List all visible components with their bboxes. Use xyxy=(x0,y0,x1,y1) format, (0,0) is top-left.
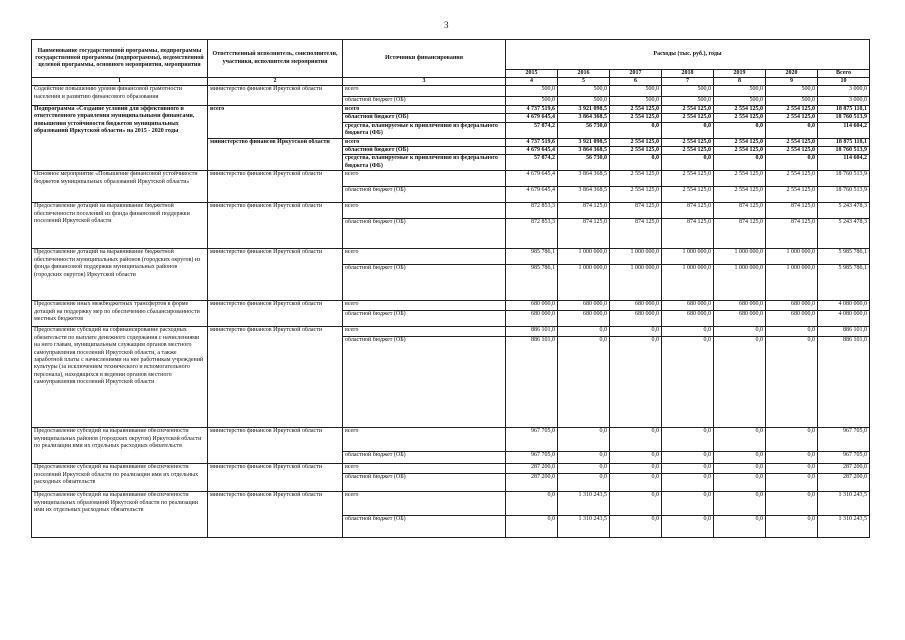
year-value-cell: 4 737 519,6 xyxy=(506,105,558,113)
year-value-cell: 2 554 125,0 xyxy=(662,187,714,203)
year-value-cell: 57 874,2 xyxy=(506,155,558,171)
column-number: 5 xyxy=(558,78,610,86)
year-value-cell: 0,0 xyxy=(766,492,818,516)
year-value-cell: 57 874,2 xyxy=(506,122,558,138)
year-value-cell: 2 554 125,0 xyxy=(766,187,818,203)
year-value-cell: 0,0 xyxy=(714,464,766,474)
funding-source-cell: всего xyxy=(343,249,506,265)
funding-source-cell: областной бюджет (ОБ) xyxy=(343,97,506,105)
year-value-cell: 0,0 xyxy=(662,464,714,474)
header-row xyxy=(32,40,870,70)
year-value-cell: 500,0 xyxy=(506,86,558,97)
header-year: 2018 xyxy=(662,70,714,78)
year-value-cell: 1 310 243,5 xyxy=(558,516,610,538)
column-number: 9 xyxy=(766,78,818,86)
year-value-cell: 886 101,0 xyxy=(506,337,558,428)
header-source: Источники финансирования xyxy=(343,40,506,78)
year-value-cell: 0,0 xyxy=(714,492,766,516)
column-number: 3 xyxy=(343,78,506,86)
total-value-cell: 1 310 243,5 xyxy=(818,516,870,538)
year-value-cell: 500,0 xyxy=(558,86,610,97)
year-value-cell: 2 554 125,0 xyxy=(662,147,714,155)
funding-source-cell: областной бюджет (ОБ) xyxy=(343,452,506,464)
year-value-cell: 2 554 125,0 xyxy=(714,171,766,187)
year-value-cell: 500,0 xyxy=(766,86,818,97)
year-value-cell: 2 554 125,0 xyxy=(610,147,662,155)
header-year: 2015 xyxy=(506,70,558,78)
year-value-cell: 872 853,3 xyxy=(506,203,558,219)
year-value-cell: 0,0 xyxy=(714,474,766,492)
year-value-cell: 0,0 xyxy=(766,474,818,492)
year-value-cell: 1 000 000,0 xyxy=(662,249,714,265)
year-value-cell: 0,0 xyxy=(558,464,610,474)
total-value-cell: 3 000,0 xyxy=(818,97,870,105)
year-value-cell: 0,0 xyxy=(610,327,662,337)
year-value-cell: 0,0 xyxy=(714,428,766,452)
year-value-cell: 4 737 519,6 xyxy=(506,138,558,146)
year-value-cell: 680 000,0 xyxy=(766,311,818,327)
executor-cell: министерство финансов Иркутской области xyxy=(208,464,343,492)
year-value-cell: 0,0 xyxy=(766,428,818,452)
total-value-cell: 18 760 513,9 xyxy=(818,147,870,155)
year-value-cell: 500,0 xyxy=(766,97,818,105)
year-value-cell: 0,0 xyxy=(662,428,714,452)
total-value-cell: 114 604,2 xyxy=(818,122,870,138)
funding-source-cell: областной бюджет (ОБ) xyxy=(343,147,506,155)
table-row xyxy=(32,105,870,113)
year-value-cell: 985 786,1 xyxy=(506,265,558,301)
year-value-cell: 985 786,1 xyxy=(506,249,558,265)
table-row xyxy=(32,428,870,452)
year-value-cell: 0,0 xyxy=(766,155,818,171)
funding-source-cell: областной бюджет (ОБ) xyxy=(343,516,506,538)
funding-source-cell: областной бюджет (ОБ) xyxy=(343,265,506,301)
program-name-cell: Предоставление дотаций на выравнивание бюджетной обеспеченности муниципальных районов (городских округов) из фонда финансовой поддержки муниципальных районов (городских округов) Иркутской области xyxy=(32,249,208,301)
year-value-cell: 680 000,0 xyxy=(506,301,558,311)
year-value-cell: 0,0 xyxy=(766,516,818,538)
funding-source-cell: всего xyxy=(343,428,506,452)
funding-source-cell: средства, планируемые к привлечению из федерального бюджета (ФБ) xyxy=(343,122,506,138)
column-number-row xyxy=(32,78,870,86)
year-value-cell: 874 125,0 xyxy=(558,219,610,249)
total-value-cell: 18 875 118,1 xyxy=(818,105,870,113)
year-value-cell: 0,0 xyxy=(766,327,818,337)
year-value-cell: 0,0 xyxy=(558,337,610,428)
year-value-cell: 2 554 125,0 xyxy=(766,147,818,155)
year-value-cell: 874 125,0 xyxy=(662,203,714,219)
year-value-cell: 2 554 125,0 xyxy=(610,105,662,113)
year-value-cell: 56 730,0 xyxy=(558,122,610,138)
year-value-cell: 874 125,0 xyxy=(766,219,818,249)
year-value-cell: 874 125,0 xyxy=(610,219,662,249)
program-name-cell: Предоставление субсидий на выравнивание обеспеченности муниципальных образований Иркутской области по реализации ими их отдельных расходных обязательств xyxy=(32,492,208,538)
budget-table xyxy=(31,39,870,538)
year-value-cell: 0,0 xyxy=(714,337,766,428)
year-value-cell: 0,0 xyxy=(610,474,662,492)
header-year: 2020 xyxy=(766,70,818,78)
year-value-cell: 1 000 000,0 xyxy=(610,249,662,265)
year-value-cell: 3 921 098,5 xyxy=(558,105,610,113)
year-value-cell: 500,0 xyxy=(610,86,662,97)
year-value-cell: 2 554 125,0 xyxy=(610,114,662,122)
year-value-cell: 874 125,0 xyxy=(610,203,662,219)
year-value-cell: 1 000 000,0 xyxy=(714,265,766,301)
year-value-cell: 0,0 xyxy=(610,492,662,516)
year-value-cell: 3 864 368,5 xyxy=(558,187,610,203)
year-value-cell: 1 000 000,0 xyxy=(610,265,662,301)
year-value-cell: 1 000 000,0 xyxy=(558,249,610,265)
page-number: 3 xyxy=(444,20,449,30)
column-number: 6 xyxy=(610,78,662,86)
year-value-cell: 2 554 125,0 xyxy=(714,147,766,155)
executor-cell: министерство финансов Иркутской области xyxy=(208,86,343,105)
year-value-cell: 967 705,0 xyxy=(506,452,558,464)
year-value-cell: 680 000,0 xyxy=(662,311,714,327)
table-row xyxy=(32,86,870,97)
year-value-cell: 0,0 xyxy=(714,516,766,538)
year-value-cell: 874 125,0 xyxy=(558,203,610,219)
executor-cell: министерство финансов Иркутской области xyxy=(208,492,343,538)
year-value-cell: 2 554 125,0 xyxy=(662,138,714,146)
year-value-cell: 680 000,0 xyxy=(662,301,714,311)
year-value-cell: 0,0 xyxy=(714,155,766,171)
year-value-cell: 287 200,0 xyxy=(506,474,558,492)
year-value-cell: 0,0 xyxy=(558,428,610,452)
year-value-cell: 967 705,0 xyxy=(506,428,558,452)
funding-source-cell: областной бюджет (ОБ) xyxy=(343,311,506,327)
year-value-cell: 4 679 645,4 xyxy=(506,147,558,155)
year-value-cell: 874 125,0 xyxy=(766,203,818,219)
year-value-cell: 0,0 xyxy=(506,516,558,538)
funding-source-cell: всего xyxy=(343,171,506,187)
year-value-cell: 3 864 368,5 xyxy=(558,114,610,122)
year-value-cell: 0,0 xyxy=(662,337,714,428)
year-value-cell: 0,0 xyxy=(662,155,714,171)
program-name-cell: Основное мероприятие «Повышение финансовой устойчивости бюджетов муниципальных образований Иркутской области» xyxy=(32,171,208,203)
total-value-cell: 3 000,0 xyxy=(818,86,870,97)
total-value-cell: 114 604,2 xyxy=(818,155,870,171)
table-row xyxy=(32,327,870,337)
total-value-cell: 967 705,0 xyxy=(818,452,870,464)
funding-source-cell: областной бюджет (ОБ) xyxy=(343,337,506,428)
column-number: 4 xyxy=(506,78,558,86)
total-value-cell: 886 101,0 xyxy=(818,327,870,337)
total-value-cell: 4 080 000,0 xyxy=(818,301,870,311)
total-value-cell: 1 310 243,5 xyxy=(818,492,870,516)
header-year: 2016 xyxy=(558,70,610,78)
header-year-total: Всего xyxy=(818,70,870,78)
header-expenses: Расходы (тыс. руб.), годы xyxy=(506,40,870,70)
year-value-cell: 0,0 xyxy=(766,122,818,138)
column-number: 7 xyxy=(662,78,714,86)
year-value-cell: 2 554 125,0 xyxy=(714,138,766,146)
year-value-cell: 2 554 125,0 xyxy=(714,114,766,122)
year-value-cell: 680 000,0 xyxy=(506,311,558,327)
table-row xyxy=(32,203,870,219)
year-value-cell: 680 000,0 xyxy=(558,311,610,327)
year-value-cell: 56 730,0 xyxy=(558,155,610,171)
year-value-cell: 0,0 xyxy=(714,122,766,138)
funding-source-cell: всего xyxy=(343,86,506,97)
total-value-cell: 5 243 478,3 xyxy=(818,219,870,249)
year-value-cell: 1 000 000,0 xyxy=(766,265,818,301)
year-value-cell: 2 554 125,0 xyxy=(766,171,818,187)
year-value-cell: 4 679 645,4 xyxy=(506,171,558,187)
year-value-cell: 680 000,0 xyxy=(766,301,818,311)
year-value-cell: 0,0 xyxy=(610,337,662,428)
table-row xyxy=(32,464,870,474)
year-value-cell: 2 554 125,0 xyxy=(662,105,714,113)
total-value-cell: 18 760 513,9 xyxy=(818,114,870,122)
year-value-cell: 500,0 xyxy=(662,97,714,105)
executor-cell: министерство финансов Иркутской области xyxy=(208,138,343,171)
year-value-cell: 500,0 xyxy=(714,97,766,105)
year-value-cell: 2 554 125,0 xyxy=(766,138,818,146)
year-value-cell: 4 679 645,4 xyxy=(506,114,558,122)
year-value-cell: 3 864 368,5 xyxy=(558,171,610,187)
year-value-cell: 874 125,0 xyxy=(662,219,714,249)
funding-source-cell: всего xyxy=(343,301,506,311)
table-row xyxy=(32,492,870,516)
column-number: 1 xyxy=(32,78,208,86)
header-year: 2017 xyxy=(610,70,662,78)
year-value-cell: 0,0 xyxy=(766,464,818,474)
total-value-cell: 5 985 786,1 xyxy=(818,249,870,265)
executor-cell: министерство финансов Иркутской области xyxy=(208,327,343,428)
funding-source-cell: всего xyxy=(343,203,506,219)
year-value-cell: 0,0 xyxy=(506,492,558,516)
executor-cell: министерство финансов Иркутской области xyxy=(208,249,343,301)
year-value-cell: 0,0 xyxy=(610,464,662,474)
year-value-cell: 0,0 xyxy=(662,492,714,516)
year-value-cell: 500,0 xyxy=(714,86,766,97)
executor-cell: всего xyxy=(208,105,343,138)
year-value-cell: 0,0 xyxy=(558,474,610,492)
year-value-cell: 2 554 125,0 xyxy=(766,105,818,113)
funding-source-cell: областной бюджет (ОБ) xyxy=(343,187,506,203)
year-value-cell: 2 554 125,0 xyxy=(662,114,714,122)
year-value-cell: 0,0 xyxy=(610,516,662,538)
total-value-cell: 886 101,0 xyxy=(818,337,870,428)
year-value-cell: 0,0 xyxy=(766,337,818,428)
executor-cell: министерство финансов Иркутской области xyxy=(208,301,343,327)
year-value-cell: 0,0 xyxy=(662,122,714,138)
year-value-cell: 0,0 xyxy=(610,428,662,452)
column-number: 8 xyxy=(714,78,766,86)
total-value-cell: 967 705,0 xyxy=(818,428,870,452)
year-value-cell: 0,0 xyxy=(558,327,610,337)
year-value-cell: 3 921 098,5 xyxy=(558,138,610,146)
year-value-cell: 2 554 125,0 xyxy=(766,114,818,122)
funding-source-cell: областной бюджет (ОБ) xyxy=(343,219,506,249)
funding-source-cell: всего xyxy=(343,464,506,474)
program-name-cell: Предоставление иных межбюджетных трансфертов в форме дотаций на поддержку мер по обеспечению сбалансированности местных бюджетов xyxy=(32,301,208,327)
year-value-cell: 0,0 xyxy=(558,452,610,464)
program-name-cell: Предоставление дотаций на выравнивание бюджетной обеспеченности поселений из фонда финансовой поддержки поселений Иркутской области xyxy=(32,203,208,249)
total-value-cell: 5 243 478,3 xyxy=(818,203,870,219)
funding-source-cell: областной бюджет (ОБ) xyxy=(343,474,506,492)
table-row xyxy=(32,301,870,311)
year-value-cell: 1 000 000,0 xyxy=(558,265,610,301)
funding-source-cell: всего xyxy=(343,105,506,113)
year-value-cell: 2 554 125,0 xyxy=(662,171,714,187)
year-value-cell: 1 000 000,0 xyxy=(766,249,818,265)
funding-source-cell: всего xyxy=(343,327,506,337)
year-value-cell: 680 000,0 xyxy=(714,311,766,327)
year-value-cell: 4 679 645,4 xyxy=(506,187,558,203)
funding-source-cell: всего xyxy=(343,138,506,146)
executor-cell: министерство финансов Иркутской области xyxy=(208,203,343,249)
year-value-cell: 886 101,0 xyxy=(506,327,558,337)
header-executor: Ответственный исполнитель, соисполнители, участники, исполнители мероприятия xyxy=(208,40,343,78)
total-value-cell: 18 760 513,9 xyxy=(818,171,870,187)
year-value-cell: 680 000,0 xyxy=(610,301,662,311)
year-value-cell: 0,0 xyxy=(610,452,662,464)
year-value-cell: 0,0 xyxy=(610,122,662,138)
year-value-cell: 2 554 125,0 xyxy=(610,187,662,203)
year-value-cell: 874 125,0 xyxy=(714,219,766,249)
table-row xyxy=(32,171,870,187)
year-value-cell: 0,0 xyxy=(610,155,662,171)
year-value-cell: 2 554 125,0 xyxy=(714,187,766,203)
year-value-cell: 500,0 xyxy=(506,97,558,105)
total-value-cell: 287 200,0 xyxy=(818,474,870,492)
year-value-cell: 874 125,0 xyxy=(714,203,766,219)
column-number: 2 xyxy=(208,78,343,86)
year-value-cell: 0,0 xyxy=(714,327,766,337)
year-value-cell: 1 310 243,5 xyxy=(558,492,610,516)
year-value-cell: 287 200,0 xyxy=(506,464,558,474)
year-value-cell: 0,0 xyxy=(662,474,714,492)
executor-cell: министерство финансов Иркутской области xyxy=(208,428,343,464)
year-value-cell: 1 000 000,0 xyxy=(714,249,766,265)
year-value-cell: 2 554 125,0 xyxy=(610,138,662,146)
executor-cell: министерство финансов Иркутской области xyxy=(208,171,343,203)
program-name-cell: Подпрограмма «Создание условий для эффективного и ответственного управления муниципальными финансами, повышения устойчивости бюджетов муниципальных образований Иркутской области» на 2015 - 2020 годы xyxy=(32,105,208,171)
total-value-cell: 4 080 000,0 xyxy=(818,311,870,327)
year-value-cell: 2 554 125,0 xyxy=(610,171,662,187)
program-name-cell: Предоставление субсидий на выравнивание обеспеченности муниципальных районов (городских округов) Иркутской области по реализации ими их отдельных расходных обязательств xyxy=(32,428,208,464)
year-value-cell: 500,0 xyxy=(610,97,662,105)
program-name-cell: Предоставление субсидий на софинансирование расходных обязательств по выплате денежного содержания с начислениями на него главам, муниципальным служащим органов местного самоуправления поселений Иркутской области, а также заработной платы с начислениями на нее работникам учреждений культуры (за исключением технического и вспомогательного персонала), находящихся в ведении органов местного самоуправления поселений Иркутской области xyxy=(32,327,208,428)
header-year: 2019 xyxy=(714,70,766,78)
year-value-cell: 500,0 xyxy=(662,86,714,97)
funding-source-cell: средства, планируемые к привлечению из федерального бюджета (ФБ) xyxy=(343,155,506,171)
year-value-cell: 0,0 xyxy=(662,516,714,538)
program-name-cell: Предоставление субсидий на выравнивание обеспеченности поселений Иркутской области по реализации ими их отдельных расходных обязательств xyxy=(32,464,208,492)
table-row xyxy=(32,249,870,265)
year-value-cell: 0,0 xyxy=(766,452,818,464)
year-value-cell: 0,0 xyxy=(662,327,714,337)
year-value-cell: 3 864 368,5 xyxy=(558,147,610,155)
year-value-cell: 500,0 xyxy=(558,97,610,105)
year-value-cell: 680 000,0 xyxy=(714,301,766,311)
total-value-cell: 18 875 118,1 xyxy=(818,138,870,146)
year-value-cell: 2 554 125,0 xyxy=(714,105,766,113)
funding-source-cell: областной бюджет (ОБ) xyxy=(343,114,506,122)
total-value-cell: 18 760 513,9 xyxy=(818,187,870,203)
year-value-cell: 872 853,3 xyxy=(506,219,558,249)
table-body xyxy=(32,86,870,538)
total-value-cell: 287 200,0 xyxy=(818,464,870,474)
year-value-cell: 1 000 000,0 xyxy=(662,265,714,301)
header-program: Наименование государственной программы, подпрограммы государственной программы (подпрограммы), ведомственной целевой программы, основного мероприятия, мероприятия xyxy=(32,40,208,78)
column-number: 10 xyxy=(818,78,870,86)
total-value-cell: 5 985 786,1 xyxy=(818,265,870,301)
year-value-cell: 680 000,0 xyxy=(610,311,662,327)
program-name-cell: Содействие повышению уровня финансовой грамотности населения и развитию финансового образования xyxy=(32,86,208,105)
year-value-cell: 0,0 xyxy=(714,452,766,464)
year-value-cell: 680 000,0 xyxy=(558,301,610,311)
year-value-cell: 0,0 xyxy=(662,452,714,464)
funding-source-cell: всего xyxy=(343,492,506,516)
